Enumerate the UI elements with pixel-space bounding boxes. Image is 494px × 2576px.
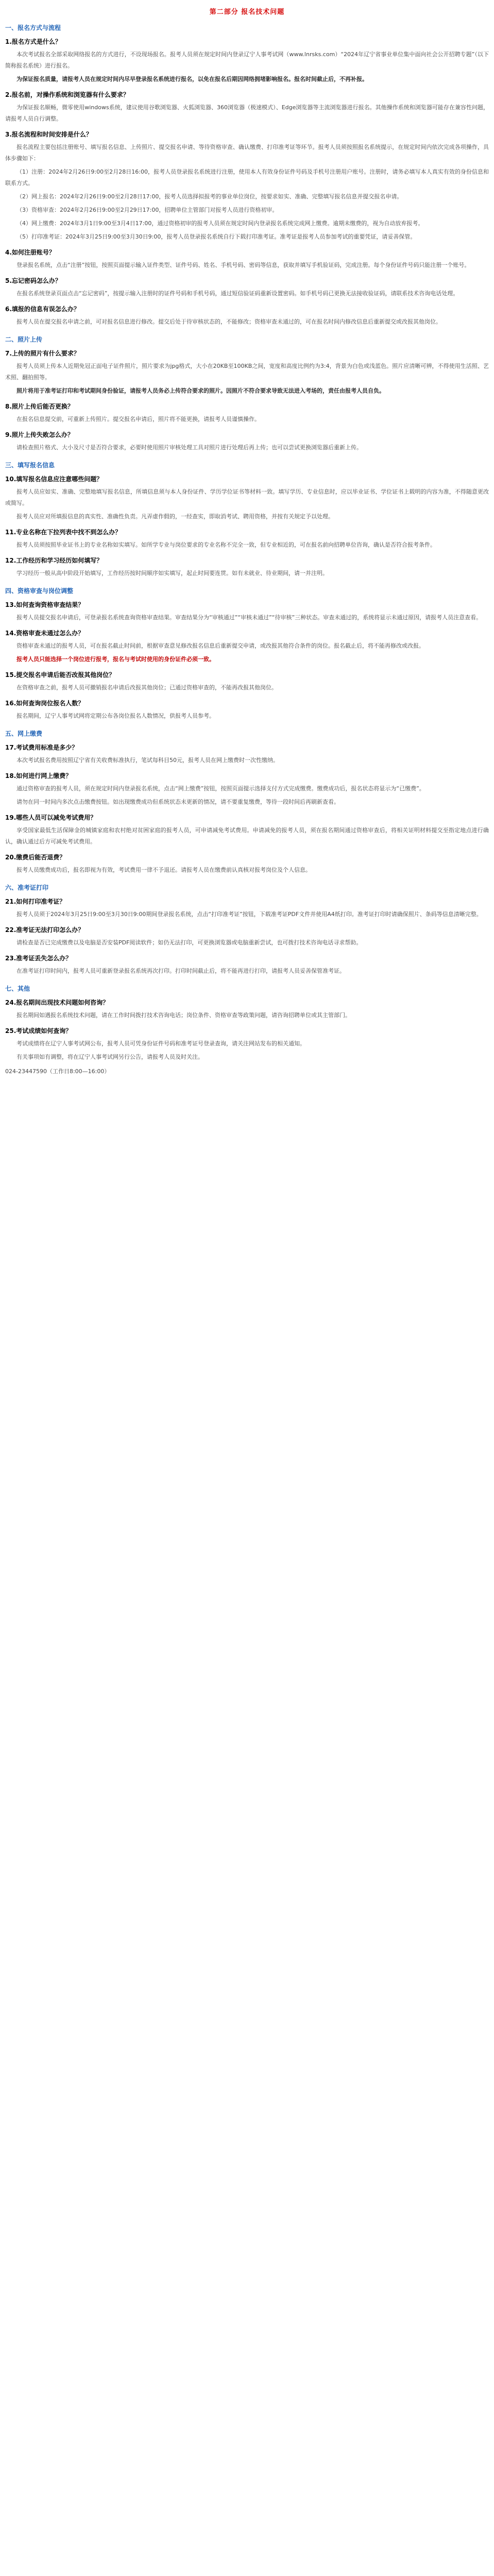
paragraph: （4）网上缴费：2024年3月1日9:00至3月4日17:00，通过资格初审的报考人员须在规定时间内登录报名系统完成网上缴费。逾期未缴费的，视为自动放弃报考。 bbox=[16, 220, 424, 227]
paragraph: 报名流程主要包括注册账号、填写报名信息、上传照片、提交报名申请、等待资格审查、确认缴费、打印准考证等环节。报考人员须按照报名系统提示，在规定时间内依次完成各项操作，具体步骤如下： bbox=[5, 144, 489, 162]
content-body bbox=[5, 23, 489, 1063]
question-heading: 13.如何查询资格审查结果？ bbox=[5, 601, 84, 608]
question-heading: 22.准考证无法打印怎么办？ bbox=[5, 926, 84, 934]
paragraph: 报考人员须于2024年3月25日9:00至3月30日9:00期间登录报名系统，点击“打印准考证”按钮，下载准考证PDF文件并使用A4纸打印。准考证打印时请确保照片、条码等信息清晰完整。 bbox=[16, 911, 482, 918]
paragraph: 报考人员应对所填报信息的真实性、准确性负责。凡弄虚作假的，一经查实，即取消考试、聘用资格，并按有关规定予以处理。 bbox=[16, 513, 334, 520]
paragraph: 学习经历一般从高中阶段开始填写，工作经历按时间顺序如实填写，起止时间要连贯。如有未就业、待业期间，请一并注明。 bbox=[16, 570, 328, 577]
question-heading: 8.照片上传后能否更换？ bbox=[5, 403, 74, 410]
paragraph: 照片将用于准考证打印和考试期间身份验证，请报考人员务必上传符合要求的照片。因照片不符合要求导致无法进入考场的，责任由报考人员自负。 bbox=[16, 387, 385, 394]
question-heading: 17.考试费用标准是多少？ bbox=[5, 744, 78, 751]
paragraph: 为保证报名顺畅，微零使用windows系统，建议使用谷歌浏览器、火狐浏览器、360浏览器（极速模式）、Edge浏览器等主流浏览器进行报名。其他操作系统和浏览器可能存在兼容性问题，请报考人员自行调整。 bbox=[5, 104, 489, 122]
question-heading: 1.报名方式是什么？ bbox=[5, 38, 61, 45]
paragraph: 请勿在同一时间内多次点击缴费按钮。如出现缴费成功但系统状态未更新的情况，请不要重复缴费，等待一段时间后再刷新查看。 bbox=[16, 799, 339, 805]
paragraph: 登录报名系统，点击“注册”按钮，按照页面提示输入证件类型、证件号码、姓名、手机号码、密码等信息，获取并填写手机验证码，完成注册。每个身份证件号码只能注册一个账号。 bbox=[16, 262, 470, 268]
paragraph: 考试成绩将在辽宁人事考试网公布，报考人员可凭身份证件号码和准考证号登录查询，请关注网站发布的相关通知。 bbox=[16, 1040, 305, 1047]
paragraph: 报考人员须按照毕业证书上的专业名称如实填写。如所学专业与岗位要求的专业名称不完全一致，但专业相近的，可在报名前向招聘单位咨询，确认是否符合报考条件。 bbox=[16, 541, 436, 548]
contact-footer: 024-23447590（工作日8:00—16:00） bbox=[5, 1068, 110, 1075]
question-heading: 2.报名前，对操作系统和浏览器有什么要求？ bbox=[5, 91, 129, 98]
question-heading: 23.准考证丢失怎么办？ bbox=[5, 955, 72, 962]
paragraph: （1）注册：2024年2月26日9:00至2月28日16:00，报考人员登录报名系统进行注册，使用本人有效身份证件号码及手机号注册用户账号。注册时，请务必填写本人真实有效的身份信息和联系方式。 bbox=[5, 168, 489, 187]
question-heading: 5.忘记密码怎么办？ bbox=[5, 277, 61, 284]
section-heading: 五、网上缴费 bbox=[5, 730, 43, 737]
paragraph: （5）打印准考证：2024年3月25日9:00至3月30日9:00，报考人员登录报名系统自行下载打印准考证。准考证是报考人员参加考试的重要凭证，请妥善保管。 bbox=[16, 233, 416, 240]
section-heading: 七、其他 bbox=[5, 985, 30, 992]
section-heading: 二、照片上传 bbox=[5, 336, 43, 343]
paragraph: 报考人员应如实、准确、完整地填写报名信息，所填信息须与本人身份证件、学历学位证书等材料一致。填写学历、专业信息时，应以毕业证书、学位证书上载明的内容为准，不得随意更改或简写。 bbox=[5, 488, 489, 506]
paragraph: 报名期间，辽宁人事考试网将定期公布各岗位报名人数情况，供报考人员参考。 bbox=[16, 713, 215, 719]
question-heading: 12.工作经历和学习经历如何填写？ bbox=[5, 557, 103, 564]
paragraph: 本次考试报名费用按照辽宁省有关收费标准执行，笔试每科目50元，报考人员在网上缴费时一次性缴纳。 bbox=[16, 757, 279, 764]
paragraph: 在报名系统登录页面点击“忘记密码”，按提示输入注册时的证件号码和手机号码，通过短信验证码重新设置密码。如手机号码已更换无法接收验证码，请联系技术咨询电话处理。 bbox=[16, 290, 459, 297]
paragraph: 请检查照片格式、大小及尺寸是否符合要求，必要时使用照片审核处理工具对照片进行处理后再上传；也可以尝试更换浏览器后重新上传。 bbox=[16, 444, 362, 451]
question-heading: 18.如何进行网上缴费？ bbox=[5, 772, 72, 779]
paragraph: 报名期间如遇报名系统技术问题，请在工作时间拨打技术咨询电话；岗位条件、资格审查等政策问题，请咨询招聘单位或其主管部门。 bbox=[16, 1012, 351, 1019]
section-heading: 六、准考证打印 bbox=[5, 884, 49, 891]
paragraph: 在准考证打印时间内，报考人员可重新登录报名系统再次打印。打印时间截止后，将不能再进行打印，请报考人员妥善保管准考证。 bbox=[16, 968, 345, 974]
paragraph: 在资格审查之前，报考人员可撤销报名申请后改报其他岗位；已通过资格审查的，不能再改报其他岗位。 bbox=[16, 684, 277, 691]
paragraph: 报考人员缴费成功后，报名即视为有效，考试费用一律不予退还。请报考人员在缴费前认真核对报考岗位及个人信息。 bbox=[16, 867, 311, 873]
paragraph: 通过资格审查的报考人员，须在规定时间内登录报名系统，点击“网上缴费”按钮，按照页面提示选择支付方式完成缴费。缴费成功后，报名状态将显示为“已缴费”。 bbox=[16, 785, 425, 792]
document bbox=[0, 0, 494, 1075]
paragraph: 本次考试报名全部采取网络报名的方式进行，不设现场报名。报考人员须在规定时间内登录辽宁人事考试网（www.lnrsks.com）“2024年辽宁省事业单位集中面向社会公开招聘专题”（以下简称报名系统）进行报名。 bbox=[5, 51, 489, 69]
question-heading: 15.提交报名申请后能否改报其他岗位？ bbox=[5, 671, 115, 679]
section-heading: 一、报名方式与流程 bbox=[5, 24, 61, 31]
paragraph: 报考人员只能选择一个岗位进行报考，报名与考试时使用的身份证件必须一致。 bbox=[16, 656, 215, 663]
paragraph: 报考人员须上传本人近期免冠正面电子证件照片，照片要求为jpg格式，大小在20KB至100KB之间，宽度和高度比例约为3:4，背景为白色或浅蓝色。照片应清晰可辨，不得使用生活照、艺术照、翻拍照等。 bbox=[5, 363, 489, 381]
paragraph: 为保证报名质量，请报考人员在规定时间内尽早登录报名系统进行报名，以免在报名后期因网络拥堵影响报名。报名时间截止后，不再补报。 bbox=[16, 76, 368, 82]
paragraph: 有关事项如有调整，将在辽宁人事考试网另行公告，请报考人员及时关注。 bbox=[16, 1054, 203, 1060]
question-heading: 14.资格审查未通过怎么办？ bbox=[5, 630, 84, 637]
section-heading: 三、填写报名信息 bbox=[5, 462, 55, 469]
question-heading: 6.填报的信息有误怎么办？ bbox=[5, 306, 80, 313]
question-heading: 25.考试成绩如何查询？ bbox=[5, 1027, 72, 1035]
paragraph: 资格审查未通过的报考人员，可在报名截止时间前，根据审查意见修改报名信息后重新提交申请，或改报其他符合条件的岗位。报名截止后，将不能再修改或改报。 bbox=[16, 642, 424, 649]
paragraph: 在报名信息提交前，可重新上传照片。提交报名申请后，照片将不能更换，请报考人员谨慎操作。 bbox=[16, 416, 260, 422]
question-heading: 4.如何注册账号？ bbox=[5, 249, 55, 256]
paragraph: 报考人员在提交报名申请之前，可对报名信息进行修改。提交后处于待审核状态的，不能修改；资格审查未通过的，可在报名时间内修改信息后重新提交或改报其他岗位。 bbox=[16, 318, 441, 325]
question-heading: 7.上传的照片有什么要求？ bbox=[5, 350, 80, 357]
paragraph: （2）网上报名：2024年2月26日9:00至2月28日17:00，报考人员选择拟报考的事业单位岗位，按要求如实、准确、完整填写报名信息并提交报名申请。 bbox=[16, 193, 403, 200]
question-heading: 20.缴费后能否退费？ bbox=[5, 854, 66, 861]
question-heading: 24.报名期间出现技术问题如何咨询？ bbox=[5, 999, 109, 1006]
section-heading: 四、资格审查与岗位调整 bbox=[5, 587, 74, 595]
question-heading: 19.哪些人员可以减免考试费用？ bbox=[5, 814, 97, 821]
question-heading: 16.如何查询岗位报名人数？ bbox=[5, 700, 84, 707]
paragraph: 报考人员提交报名申请后，可登录报名系统查询资格审查结果。审查结果分为“审核通过”“审核未通过”“待审核”三种状态。审查未通过的，系统将显示未通过原因，请报考人员注意查看。 bbox=[16, 614, 482, 621]
question-heading: 21.如何打印准考证？ bbox=[5, 898, 66, 905]
paragraph: 享受国家最低生活保障金的城镇家庭和农村绝对贫困家庭的报考人员，可申请减免考试费用。申请减免的报考人员，须在报名期间通过资格审查后，将相关证明材料提交至指定地点进行确认，确认通过后方可减免考试费用。 bbox=[5, 827, 489, 845]
question-heading: 9.照片上传失败怎么办？ bbox=[5, 431, 74, 438]
paragraph: （3）资格审查：2024年2月26日9:00至2月29日17:00，招聘单位主管部门对报考人员进行资格初审。 bbox=[16, 207, 278, 213]
page-title: 第二部分 报名技术问题 bbox=[209, 8, 285, 16]
question-heading: 10.填写报名信息应注意哪些问题？ bbox=[5, 476, 103, 483]
paragraph: 请检查是否已完成缴费以及电脑是否安装PDF阅读软件；如仍无法打印，可更换浏览器或电脑重新尝试，也可拨打技术咨询电话寻求帮助。 bbox=[16, 939, 362, 946]
question-heading: 11.专业名称在下拉列表中找不到怎么办？ bbox=[5, 529, 122, 536]
question-heading: 3.报名流程和时间安排是什么？ bbox=[5, 131, 92, 138]
